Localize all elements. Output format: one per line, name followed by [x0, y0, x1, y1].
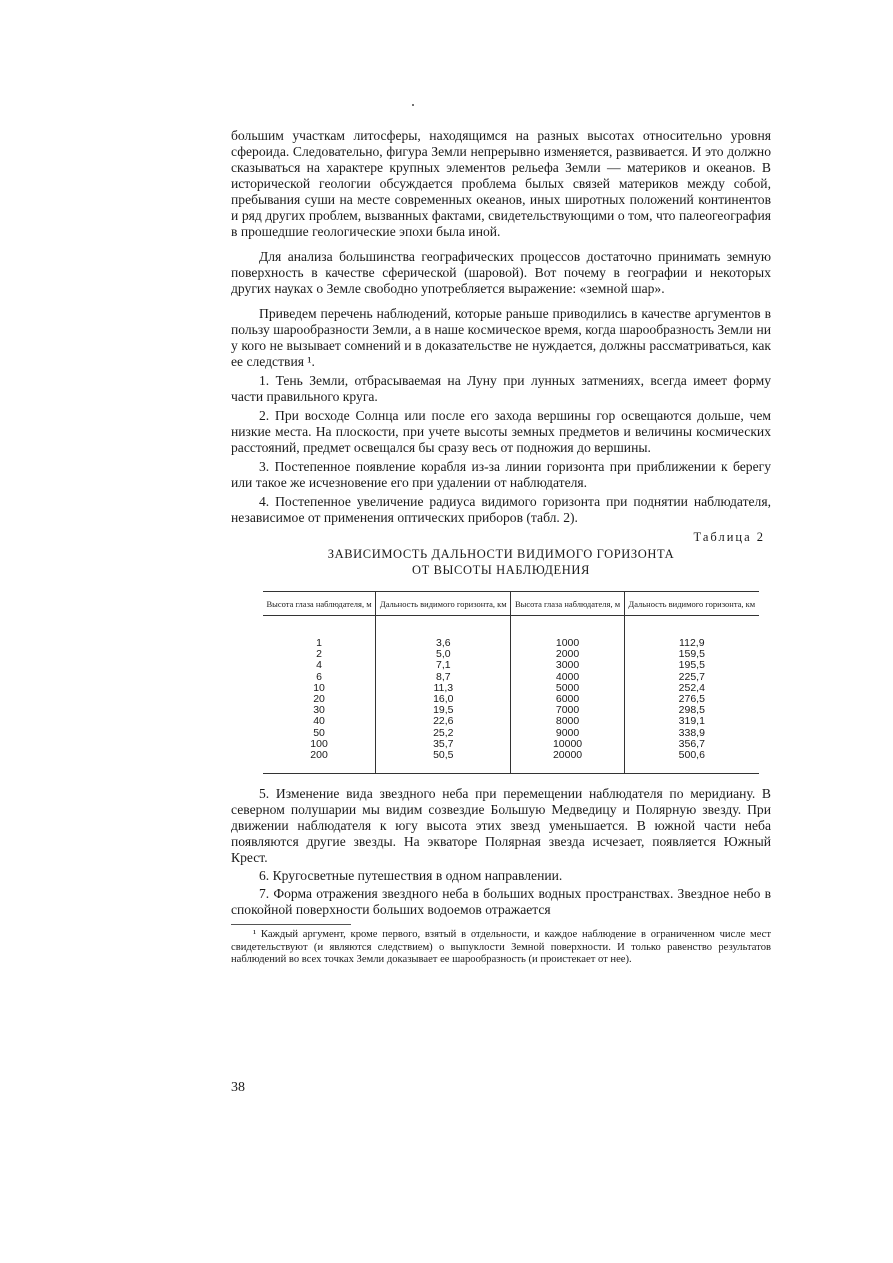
table-cell: 40 [263, 716, 376, 727]
table-cell: 3,6 [376, 638, 511, 649]
table-cell: 25,2 [376, 728, 511, 739]
header-distance-1: Дальность видимого горизонта, км [376, 592, 511, 616]
observation-3: 3. Постепенное появление корабля из-за линии горизонта при приближении к берегу или такое же исчезновение его при удалении от наблюдателя. [231, 459, 771, 490]
table-cell: 30 [263, 705, 376, 716]
table-cell: 50 [263, 728, 376, 739]
table-cell: 319,1 [678, 715, 705, 728]
table-cell: 5000 [511, 683, 624, 694]
table-title-line2: ОТ ВЫСОТЫ НАБЛЮДЕНИЯ [412, 563, 590, 577]
table-cell: 2000 [511, 649, 624, 660]
table-title-line1: ЗАВИСИМОСТЬ ДАЛЬНОСТИ ВИДИМОГО ГОРИЗОНТА [327, 547, 675, 561]
table-cell: 2 [263, 649, 376, 660]
table-cell: 200 [263, 750, 376, 774]
table-cell: 112,9 [679, 637, 705, 649]
table-cell: 195,5 [678, 659, 705, 672]
table-spacer-row [263, 616, 759, 639]
table-cell: 6 [263, 672, 376, 683]
table-cell: 35,7 [376, 739, 511, 750]
table-body [263, 616, 759, 774]
table-cell: 159,5 [678, 648, 705, 661]
table-cell: 500,6 [624, 750, 759, 774]
header-distance-2: Дальность видимого горизонта, км [624, 592, 759, 616]
table-cell: 20000 [511, 750, 624, 774]
paragraph-sphere-analysis: Для анализа большинства географических процессов достаточно принимать земную поверхность в качестве сферической (шаровой). Вот почему в географии и некоторых других науках о Земле свободно употребляется выражение: «земной шар». [231, 249, 771, 296]
table-cell: 3000 [511, 660, 624, 671]
table-cell: 8,7 [376, 672, 511, 683]
table-cell: 1 [263, 638, 376, 649]
footnote-separator [231, 924, 351, 925]
table-cell: 7,1 [376, 660, 511, 671]
observation-1: 1. Тень Земли, отбрасываемая на Луну при лунных затмениях, всегда имеет форму части правильного круга. [231, 373, 771, 404]
table-cell: 298,5 [678, 704, 705, 717]
table-row [263, 716, 759, 727]
table-row [263, 750, 759, 774]
table-cell: 10000 [511, 739, 624, 750]
footnote: ¹ Каждый аргумент, кроме первого, взятый в отдельности, и каждое наблюдение в ограниченном числе мест свидетельствуют (и являются следствием) о выпуклости Земной поверхности. И только равенство результатов наблюдений во всех точках Земли доказывает ее шарообразность (и проистекает от нее). [231, 929, 771, 966]
paragraph-observations-intro: Приведем перечень наблюдений, которые раньше приводились в качестве аргументов в пользу шарообразности Земли, а в наше космическое время, когда шарообразность Земли ни у кого не вызывает сомнений и в доказательстве не нуждается, должны рассматриваться, как ее следствия ¹. [231, 306, 771, 369]
observation-4: 4. Постепенное увеличение радиуса видимого горизонта при поднятии наблюдателя, независимое от применения оптических приборов (табл. 2). [231, 494, 771, 525]
table-cell: 20 [263, 694, 376, 705]
table-cell: 11,3 [376, 683, 511, 694]
observation-7: 7. Форма отражения звездного неба в больших водных пространствах. Звездное небо в спокойной поверхности больших водоемов отражается [231, 886, 771, 918]
table-cell: 276,5 [678, 693, 705, 706]
table-cell: 50,5 [376, 750, 511, 774]
table-cell: 8000 [511, 716, 624, 727]
table-cell: 4000 [511, 672, 624, 683]
observation-6: 6. Кругосветные путешествия в одном направлении. [259, 868, 563, 884]
table-cell: 356,7 [678, 737, 705, 750]
table-cell: 4 [263, 660, 376, 671]
table-cell: 338,9 [678, 726, 705, 739]
table-cell: 252,4 [678, 681, 705, 694]
observation-5: 5. Изменение вида звездного неба при перемещении наблюдателя по меридиану. В северном полушарии мы видим созвездие Большую Медведицу и Полярную звезду. При движении наблюдателя к югу высота этих звезд уменьшается. В южной части неба появляются другие звезды. На экваторе Полярная звезда исчезает, появляется Южный Крест. [231, 786, 771, 866]
paragraph-lithosphere: большим участкам литосферы, находящимся на разных высотах относительно уровня сфероида. Следовательно, фигура Земли непрерывно изменяется, развивается. И это должно сказываться на характере крупных элементов рельефа Земли — материков и океанов. В исторической геологии обсуждается проблема былых связей материков между собой, пребывания суши на месте современных океанов, иных широтных положений континентов и ряд других проблем, вызванных фактами, свидетельствующими о том, что палеогеография в прошедшие геологические эпохи была иной. [231, 128, 771, 239]
stray-dot [412, 104, 414, 106]
table-cell: 225,7 [678, 670, 705, 683]
table-cell: 9000 [511, 728, 624, 739]
table-row [263, 660, 759, 671]
observation-2: 2. При восходе Солнца или после его захода вершины гор освещаются дольше, чем низкие места. На плоскости, при учете высоты земных предметов и величины космических расстояний, предмет освещался бы сразу весь от подножия до вершины. [231, 408, 771, 455]
table-cell: 7000 [511, 705, 624, 716]
table-cell: 10 [263, 683, 376, 694]
table-cell: 1000 [511, 638, 624, 649]
header-height-1: Высота глаза наблюдателя, м [263, 592, 376, 616]
table-header-row [263, 592, 759, 616]
table-cell: 5,0 [376, 649, 511, 660]
table-cell: 19,5 [376, 705, 511, 716]
table-label: Таблица 2 [693, 530, 765, 544]
header-height-2: Высота глаза наблюдателя, м [511, 592, 624, 616]
table-cell: 22,6 [376, 716, 511, 727]
horizon-distance-table [263, 591, 759, 774]
page-body [231, 128, 771, 966]
table-cell: 16,0 [376, 694, 511, 705]
page-number: 38 [231, 1080, 245, 1095]
table-cell: 100 [263, 739, 376, 750]
table-cell: 6000 [511, 694, 624, 705]
